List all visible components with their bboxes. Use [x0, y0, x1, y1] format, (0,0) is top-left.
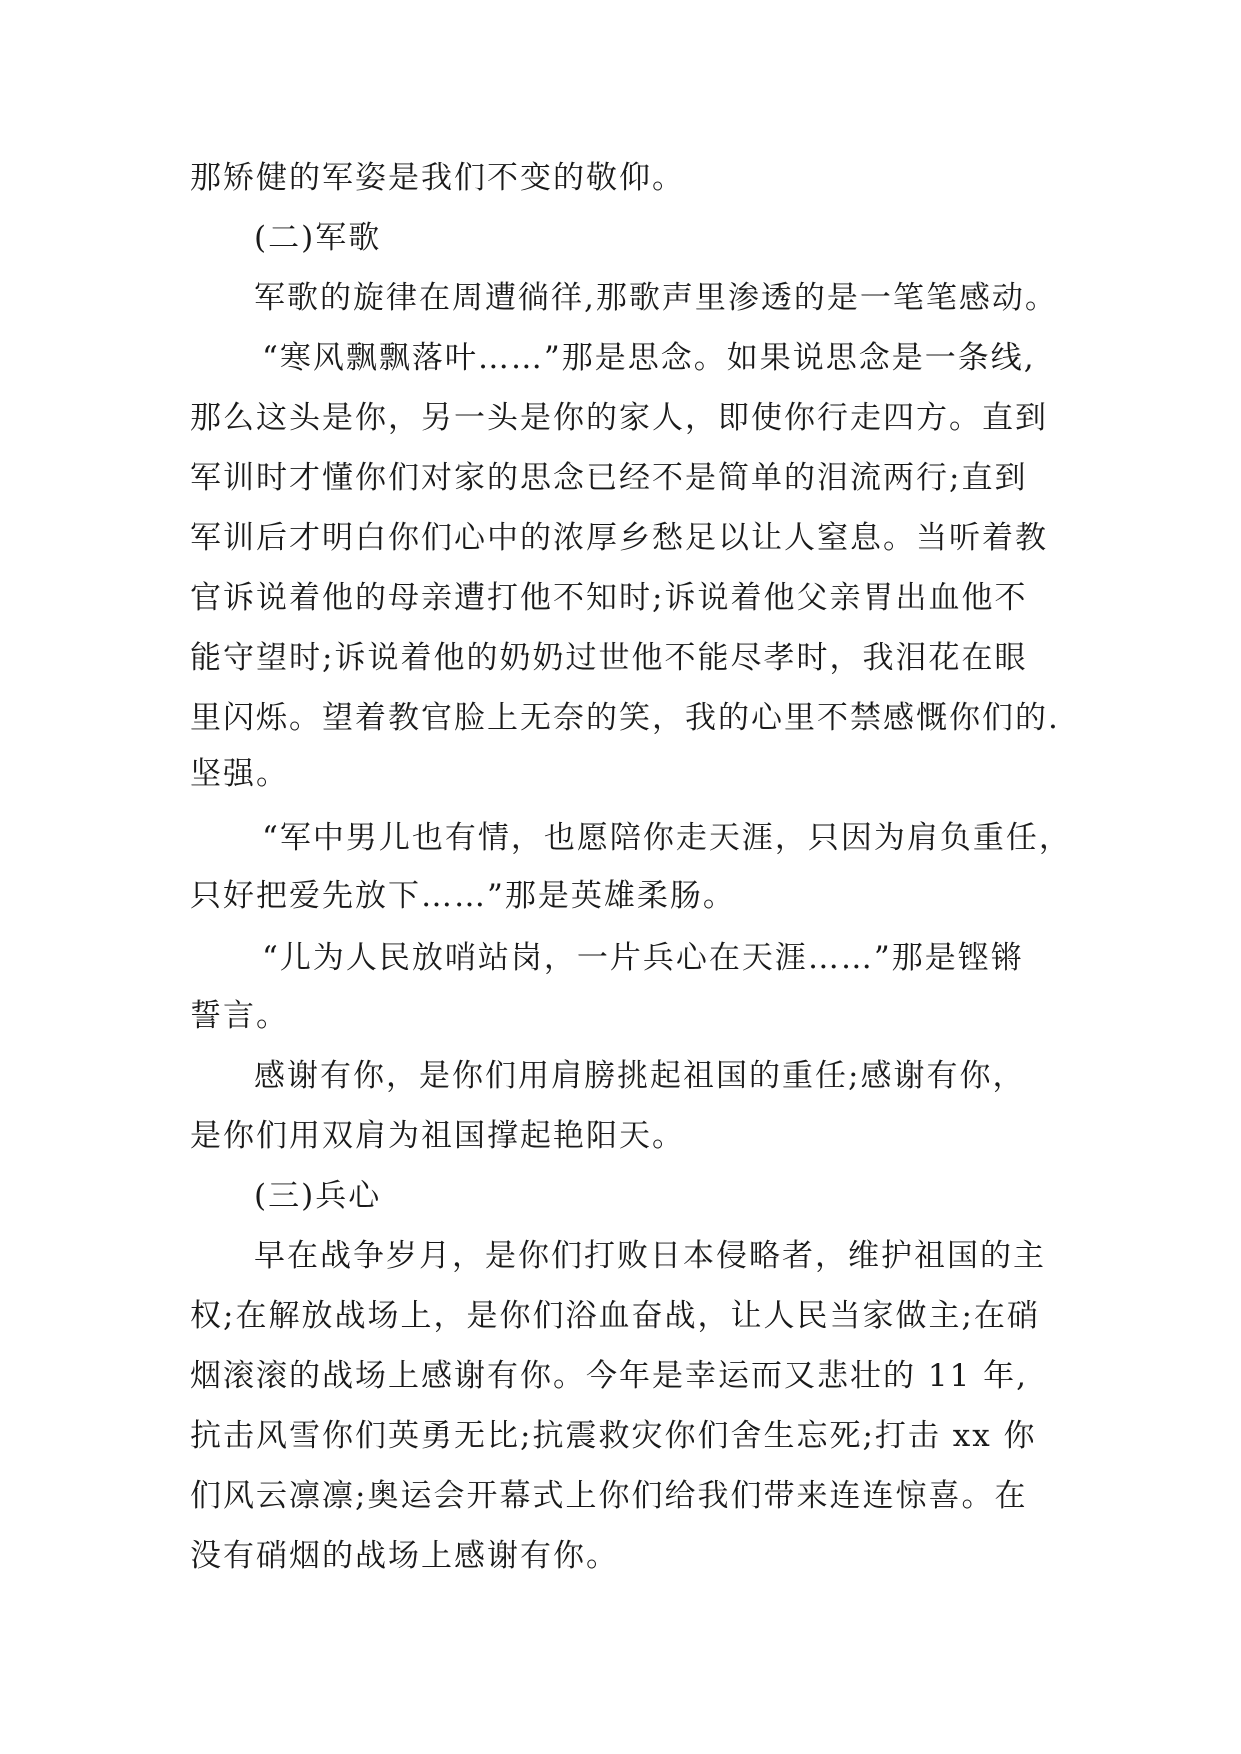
paragraph-line: 权;在解放战场上，是你们浴血奋战，让人民当家做主;在硝: [190, 1298, 1040, 1334]
paragraph-line: “军中男儿也有情，也愿陪你走天涯，只因为肩负重任，: [262, 820, 1072, 856]
paragraph-line: 烟滚滚的战场上感谢有你。今年是幸运而又悲壮的 11 年,: [190, 1358, 1029, 1394]
paragraph-line: 感谢有你，是你们用肩膀挑起祖国的重任;感谢有你，: [254, 1058, 1026, 1094]
paragraph-line: 军歌的旋律在周遭徜徉,那歌声里渗透的是一笔笔感动。: [254, 280, 1058, 316]
paragraph-line: 坚强。: [190, 756, 289, 792]
paragraph-line: “寒风飘飘落叶……”那是思念。如果说思念是一条线,: [262, 340, 1036, 376]
paragraph-line: 抗击风雪你们英勇无比;抗震救灾你们舍生忘死;打击 xx 你: [190, 1418, 1037, 1454]
paragraph-line: 那么这头是你，另一头是你的家人，即使你行走四方。直到: [190, 400, 1048, 436]
paragraph-line: 誓言。: [190, 998, 289, 1034]
paragraph-line: 只好把爱先放下……”那是英雄柔肠。: [190, 878, 736, 914]
paragraph-line: “儿为人民放哨站岗，一片兵心在天涯……”那是铿锵: [262, 940, 1024, 976]
paragraph-line: 是你们用双肩为祖国撑起艳阳天。: [190, 1118, 685, 1154]
paragraph-line: 能守望时;诉说着他的奶奶过世他不能尽孝时，我泪花在眼: [190, 640, 1028, 676]
paragraph-line: 里闪烁。望着教官脸上无奈的笑，我的心里不禁感慨你们的.: [190, 700, 1060, 736]
paragraph-line: 军训时才懂你们对家的思念已经不是简单的泪流两行;直到: [190, 460, 1028, 496]
paragraph-line: 那矫健的军姿是我们不变的敬仰。: [190, 160, 685, 196]
paragraph-line: 们风云凛凛;奥运会开幕式上你们给我们带来连连惊喜。在: [190, 1478, 1028, 1514]
paragraph-line: 没有硝烟的战场上感谢有你。: [190, 1538, 619, 1574]
paragraph-line: 军训后才明白你们心中的浓厚乡愁足以让人窒息。当听着教: [190, 520, 1048, 556]
section-heading: (二)军歌: [254, 220, 382, 256]
section-heading: (三)兵心: [254, 1178, 382, 1214]
paragraph-line: 早在战争岁月，是你们打败日本侵略者，维护祖国的主: [254, 1238, 1046, 1274]
paragraph-line: 官诉说着他的母亲遭打他不知时;诉说着他父亲胃出血他不: [190, 580, 1028, 616]
